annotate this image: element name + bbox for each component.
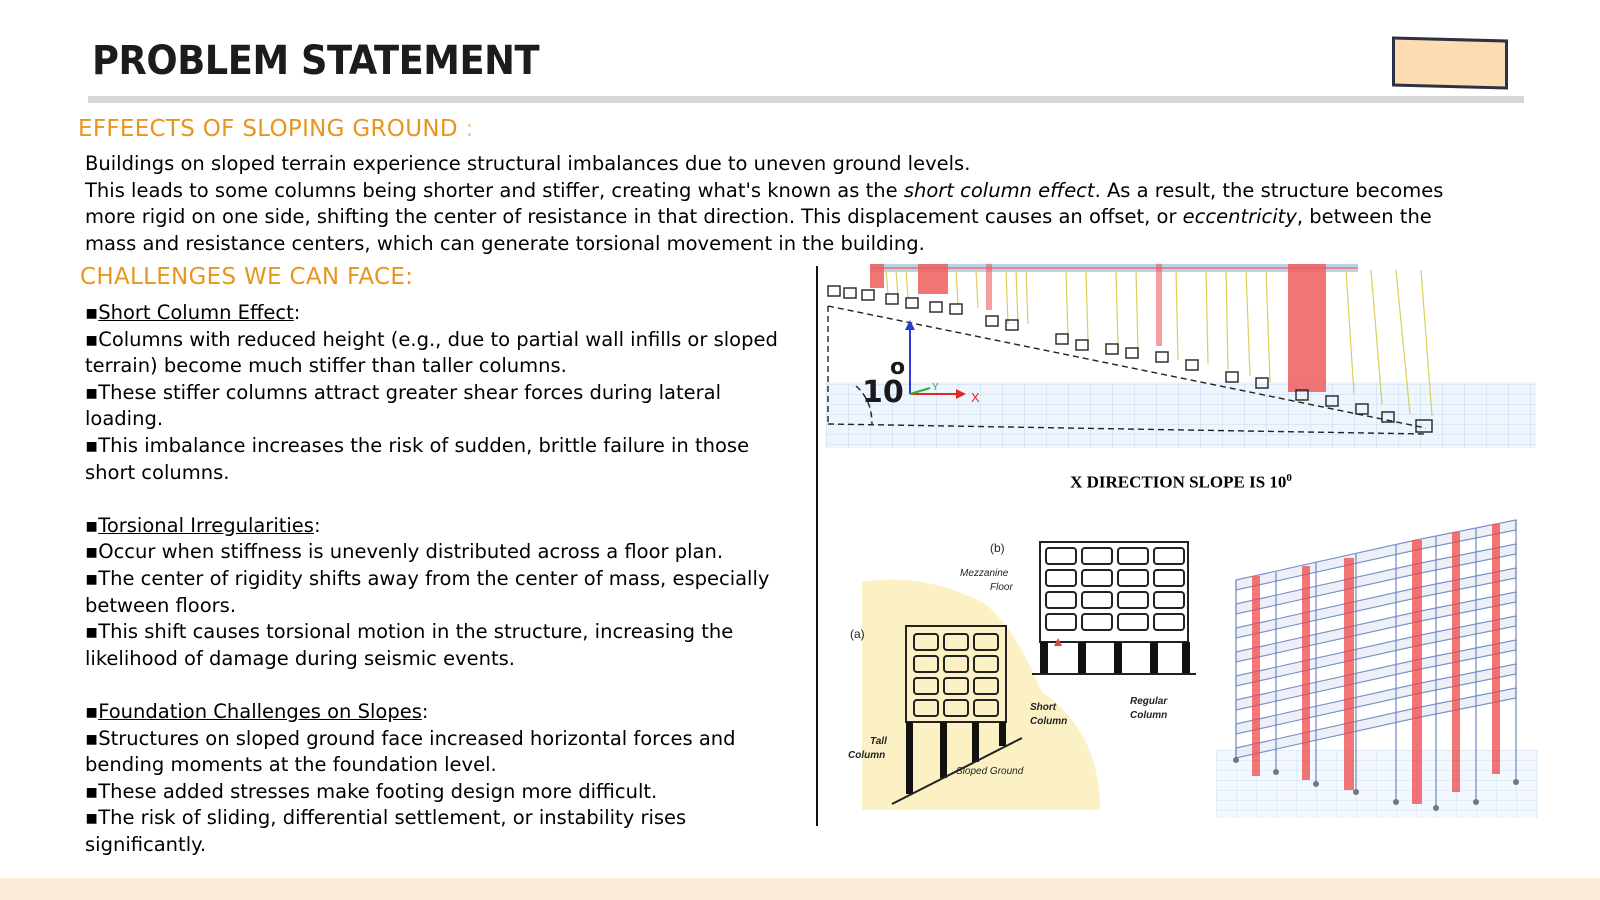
list-item [85,380,805,407]
slope-angle-unit: o [890,355,906,380]
text-run: more rigid on one side, shifting the center of resistance in that direction. This displacement causes an offset, or [85,205,1183,229]
bullet-icon: ▪ [85,726,99,750]
bullet-icon: ▪ [85,327,99,351]
caption-text: X DIRECTION SLOPE IS 10 [1070,472,1287,492]
list-item-text: Columns with reduced height (e.g., due to partial wall infills or sloped [98,327,778,351]
list-item-text: This shift causes torsional motion in the structure, increasing the [98,620,734,644]
spacer [85,486,805,513]
shear-wall [870,264,884,288]
shear-wall [1288,264,1326,392]
list-item-text: Occur when stiffness is unevenly distributed across a floor plan. [98,540,724,564]
list-heading-foundation: ▪Foundation Challenges on Slopes: [85,699,429,723]
mezzanine-label: Mezzanine [960,568,1009,579]
list-item [85,805,805,832]
bullet-icon: ▪ [85,513,99,537]
bullet-icon: ▪ [85,806,99,830]
challenges-list [85,300,805,858]
list-item-text: These added stresses make footing design more difficult. [98,779,658,803]
spacer [85,672,805,699]
list-item [85,327,805,354]
list-item-cont: significantly. [85,832,207,856]
columns-b [1040,642,1190,674]
short-column-label: Column [1030,716,1068,727]
y-axis-label: Y [932,382,939,393]
frame-3d-model [1216,500,1538,830]
intro-paragraph [85,151,1565,257]
regular-label: Regular [1130,696,1168,707]
intro-line: Buildings on sloped terrain experience structural imbalances due to uneven ground levels. [85,152,971,175]
intro-line: mass and resistance centers, which can generate torsional movement in the building. [85,231,925,255]
slope-caption [826,472,1526,493]
title-divider [88,96,1524,103]
list-item [85,539,805,566]
footer-band [0,878,1600,900]
list-item-text: This imbalance increases the risk of sudden, brittle failure in those [98,433,750,457]
label-a: (a) [850,627,865,641]
base-grid [1216,750,1538,818]
column-types-diagram [848,541,1214,810]
section-heading-challenges: CHALLENGES WE CAN FACE: [80,264,414,290]
bullet-icon: ▪ [85,620,99,644]
building-b [1040,542,1188,642]
list-heading-short-column: ▪Short Column Effect: [85,301,301,324]
bullet-icon: ▪ [85,699,99,723]
list-item-cont: bending moments at the foundation level. [85,753,497,777]
bullet-icon: ▪ [85,380,99,404]
bullet-icon: ▪ [85,566,99,590]
corner-accent-box [1392,36,1508,89]
slope-model-figure [826,264,1536,460]
text-run: , between the [1296,205,1432,229]
intro-line [85,178,1565,205]
shear-wall [1156,264,1162,346]
text-run: This leads to some columns being shorter and stiffer, creating what's known as the [85,178,904,202]
list-item [85,619,805,646]
list-item-cont: short columns. [85,460,230,484]
list-item-cont: likelihood of damage during seismic events. [85,646,515,670]
bullet-icon: ▪ [85,433,99,457]
list-item-text: Structures on sloped ground face increased horizontal forces and [98,726,736,750]
heading-colon: : [465,116,474,142]
short-label: Short [1030,702,1057,713]
list-item-text: These stiffer columns attract greater shear forces during lateral [98,380,722,404]
column-divider [816,266,818,826]
emphasis-short-column-effect: short column effect [903,178,1095,202]
heading-text: EFFEECTS OF SLOPING GROUND [78,116,458,142]
label-b: (b) [990,541,1005,555]
bullet-icon: ▪ [85,301,99,324]
page-title: PROBLEM STATEMENT [92,38,540,84]
sloped-ground-label: Sloped Ground [956,766,1024,777]
slope-angle-value: 10 [862,375,904,410]
topic-title: Torsional Irregularities [98,513,314,537]
intro-line [85,204,1565,231]
list-item [85,566,805,593]
list-item-text: The center of rigidity shifts away from the center of mass, especially [98,566,770,590]
bullet-icon: ▪ [85,779,99,803]
list-item [85,433,805,460]
list-heading-torsional: ▪Torsional Irregularities: [85,513,321,537]
tall-column-label: Column [848,750,886,761]
floor-slabs [1236,520,1516,758]
regular-column-label: Column [1130,710,1168,721]
list-item [85,726,805,753]
caption-superscript: 0 [1286,472,1292,484]
list-item-cont: loading. [85,407,164,431]
topic-title: Foundation Challenges on Slopes [98,699,422,723]
bullet-icon: ▪ [85,540,99,564]
topic-title: Short Column Effect [98,301,294,324]
shear-wall [918,264,948,294]
emphasis-eccentricity: eccentricity [1182,205,1297,229]
list-item-cont: between floors. [85,593,237,617]
x-axis-label: X [971,390,980,405]
list-item-cont: terrain) become much stiffer than taller columns. [85,354,567,378]
text-run: . As a result, the structure becomes [1094,178,1444,202]
list-item [85,779,805,806]
shear-wall [986,264,992,310]
tall-label: Tall [870,736,887,747]
list-item-text: The risk of sliding, differential settlement, or instability rises [98,806,687,830]
floor-label: Floor [990,582,1013,593]
section-heading-sloping-ground [78,116,474,142]
